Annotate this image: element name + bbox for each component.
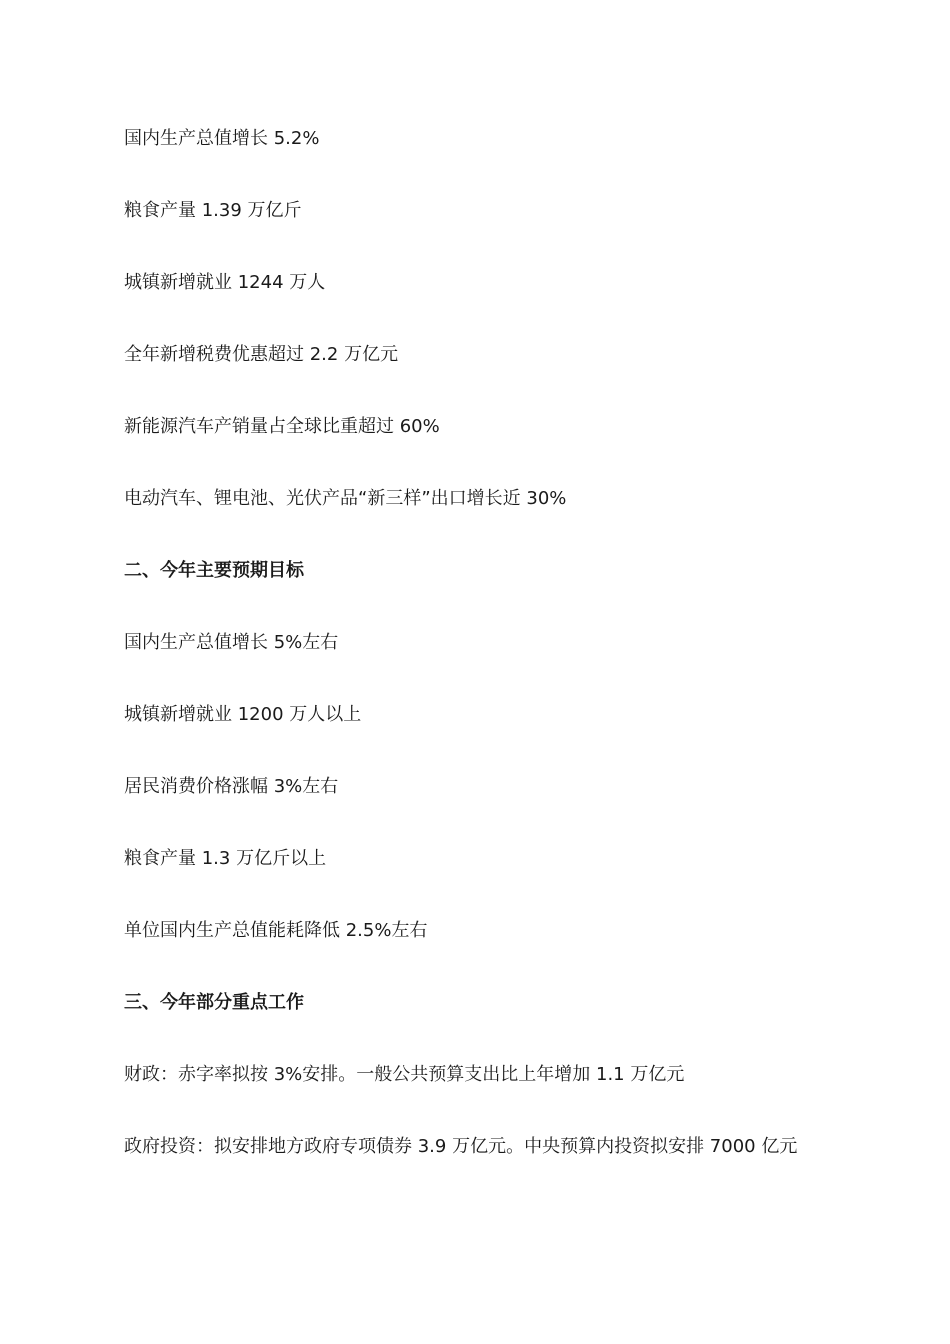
achievement-gdp-growth: 国内生产总值增长 5.2%: [124, 128, 320, 149]
section-heading-key-tasks: 三、今年部分重点工作: [124, 992, 304, 1013]
achievement-tax-relief: 全年新增税费优惠超过 2.2 万亿元: [124, 344, 399, 365]
target-energy-intensity: 单位国内生产总值能耗降低 2.5%左右: [124, 920, 428, 941]
task-government-investment: 政府投资：拟安排地方政府专项债券 3.9 万亿元。中央预算内投资拟安排 7000 亿元: [124, 1136, 798, 1157]
target-gdp-growth: 国内生产总值增长 5%左右: [124, 632, 339, 653]
target-grain-output: 粮食产量 1.3 万亿斤以上: [124, 848, 327, 869]
achievement-new-three-exports: 电动汽车、锂电池、光伏产品“新三样”出口增长近 30%: [124, 488, 567, 509]
target-urban-employment: 城镇新增就业 1200 万人以上: [124, 704, 362, 725]
section-heading-targets: 二、今年主要预期目标: [124, 560, 304, 581]
achievement-urban-employment: 城镇新增就业 1244 万人: [124, 272, 326, 293]
achievement-grain-output: 粮食产量 1.39 万亿斤: [124, 200, 302, 221]
achievement-nev-share: 新能源汽车产销量占全球比重超过 60%: [124, 416, 440, 437]
target-cpi: 居民消费价格涨幅 3%左右: [124, 776, 339, 797]
task-fiscal: 财政：赤字率拟按 3%安排。一般公共预算支出比上年增加 1.1 万亿元: [124, 1064, 685, 1085]
